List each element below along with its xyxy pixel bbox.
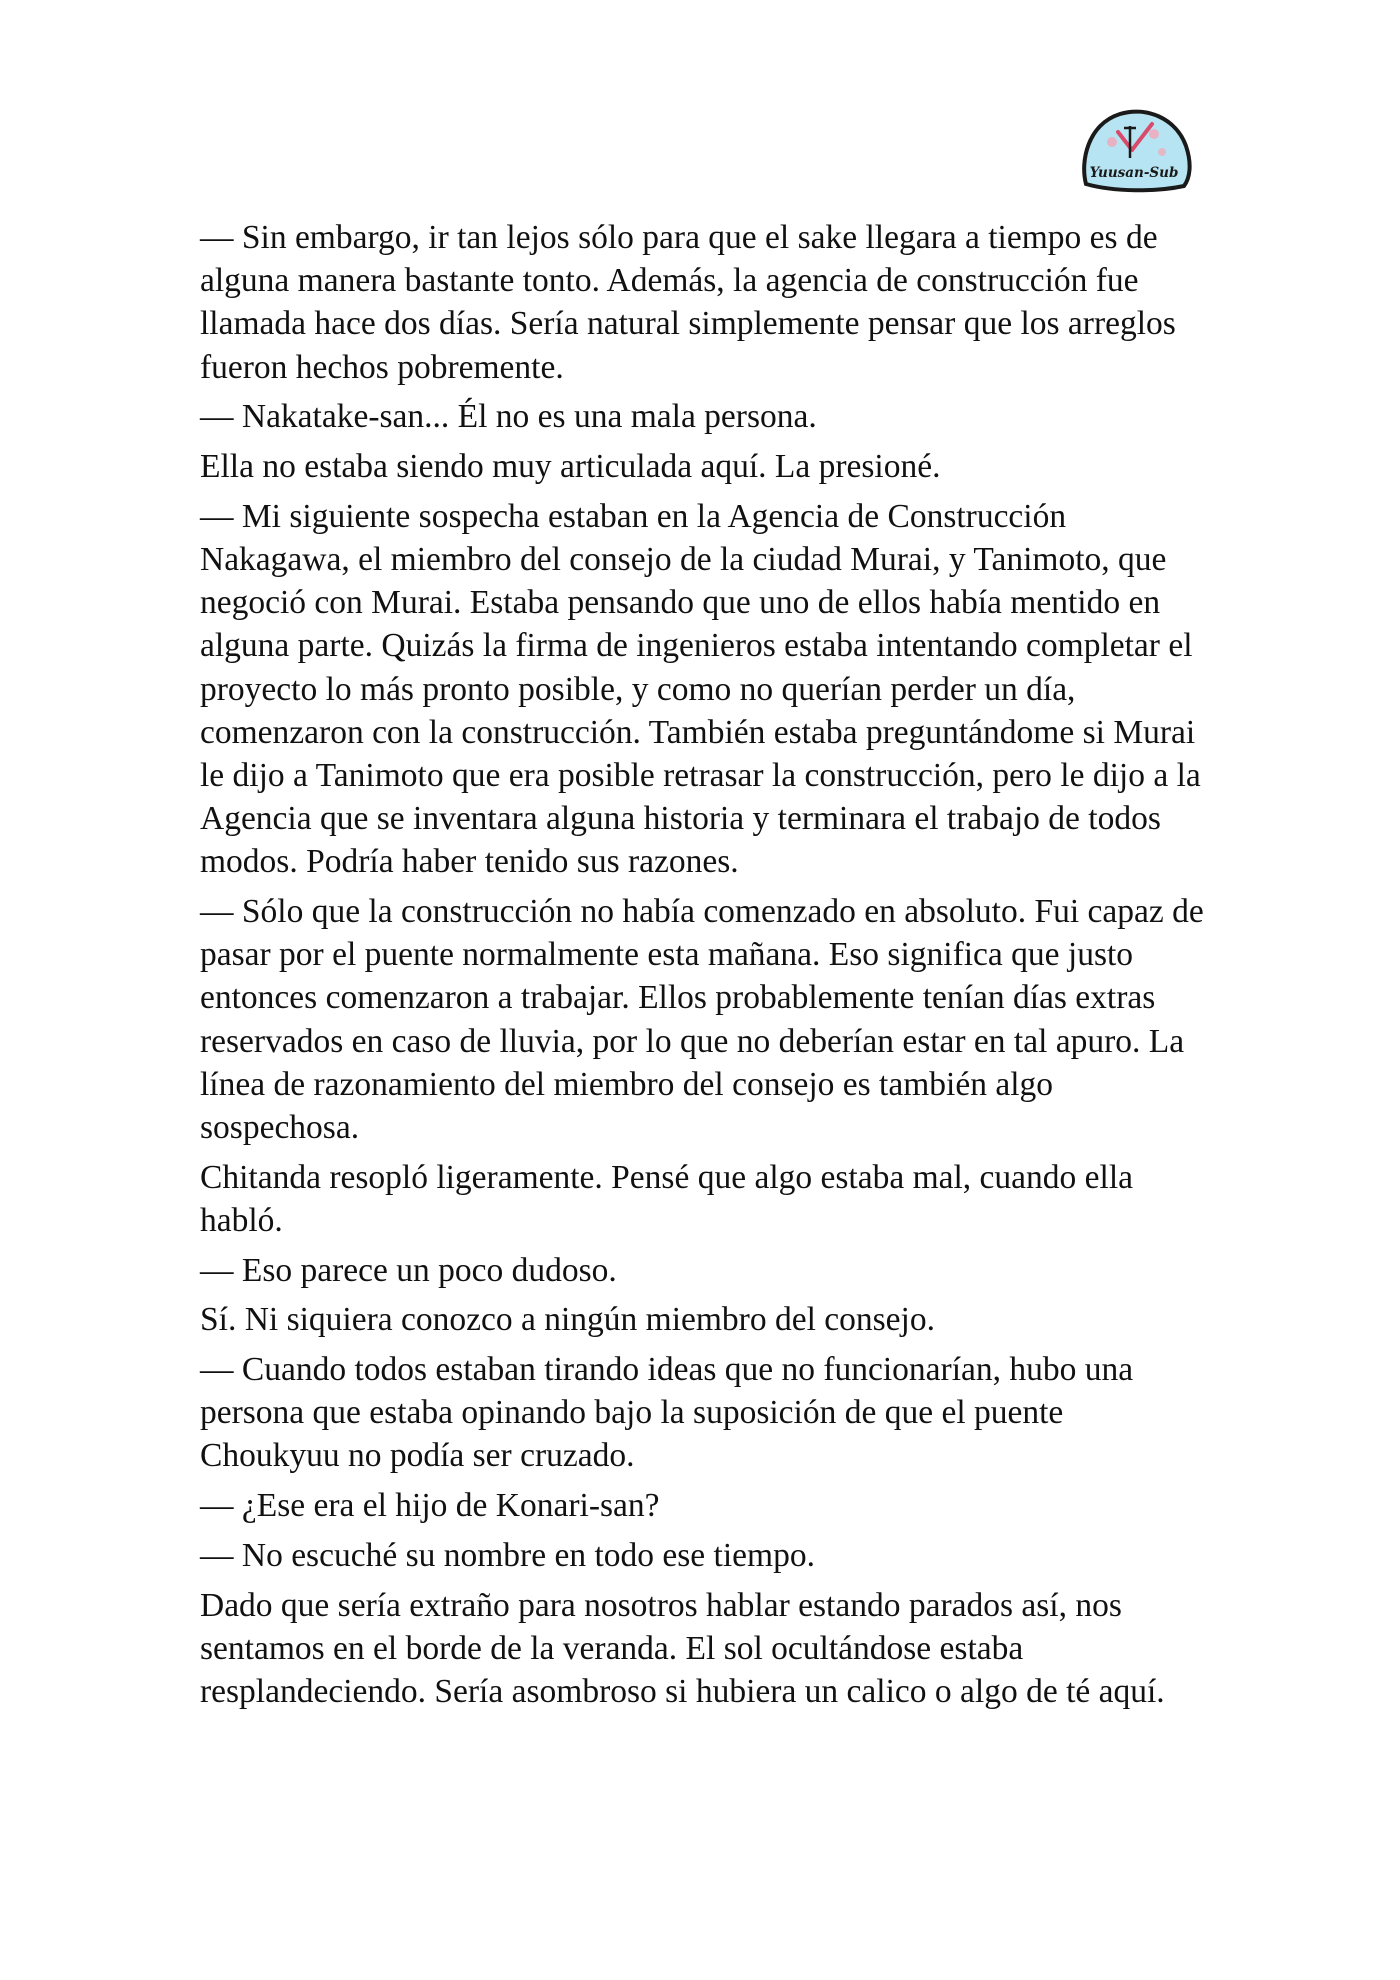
paragraph: Dado que sería extraño para nosotros hablar estando parados así, nos sentamos en el borde de la veranda. El sol ocultándose estaba resplandeciendo. Sería asombroso si hubiera un calico o algo de té aquí. [200,1586,1165,1710]
paragraph: — Nakatake-san... Él no es una mala persona. [200,398,817,436]
paragraph: — No escuché su nombre en todo ese tiempo. [200,1536,815,1574]
paragraph: Chitanda resopló ligeramente. Pensé que algo estaba mal, cuando ella habló. [200,1158,1134,1239]
document-text [200,216,1210,1720]
logo-text: Yuusan-Sub [1089,165,1179,181]
paragraph: Ella no estaba siendo muy articulada aquí. La presioné. [200,448,941,486]
paragraph: — ¿Ese era el hijo de Konari-san? [200,1487,660,1525]
paragraph: — Cuando todos estaban tirando ideas que no funcionarían, hubo una persona que estaba opinando bajo la suposición de que el puente Choukyuu no podía ser cruzado. [200,1351,1134,1475]
logo-badge-icon [1076,106,1194,196]
paragraph: — Eso parece un poco dudoso. [200,1251,617,1289]
paragraph: — Mi siguiente sospecha estaban en la Agencia de Construcción Nakagawa, el miembro del consejo de la ciudad Murai, y Tanimoto, que negoció con Murai. Estaba pensando que uno de ellos había mentido en alguna parte. Quizás la firma de ingenieros estaba intentando completar el proyecto lo más pronto posible, y como no querían perder un día, comenzaron con la construcción. También estaba preguntándome si Murai le dijo a Tanimoto que era posible retrasar la construcción, pero le dijo a la Agencia que se inventara alguna historia y terminara el trabajo de todos modos. Podría haber tenido sus razones. [200,497,1201,881]
paragraph: — Sin embargo, ir tan lejos sólo para que el sake llegara a tiempo es de alguna manera bastante tonto. Además, la agencia de construcción fue llamada hace dos días. Sería natural simplemente pensar que los arreglos fueron hechos pobremente. [200,219,1176,386]
yuusan-sub-logo [1076,106,1194,196]
paragraph: Sí. Ni siquiera conozco a ningún miembro del consejo. [200,1301,935,1339]
paragraph: — Sólo que la construcción no había comenzado en absoluto. Fui capaz de pasar por el puente normalmente esta mañana. Eso significa que justo entonces comenzaron a trabajar. Ellos probablemente tenían días extras reservados en caso de lluvia, por lo que no deberían estar en tal apuro. La línea de razonamiento del miembro del consejo es también algo sospechosa. [200,893,1204,1147]
